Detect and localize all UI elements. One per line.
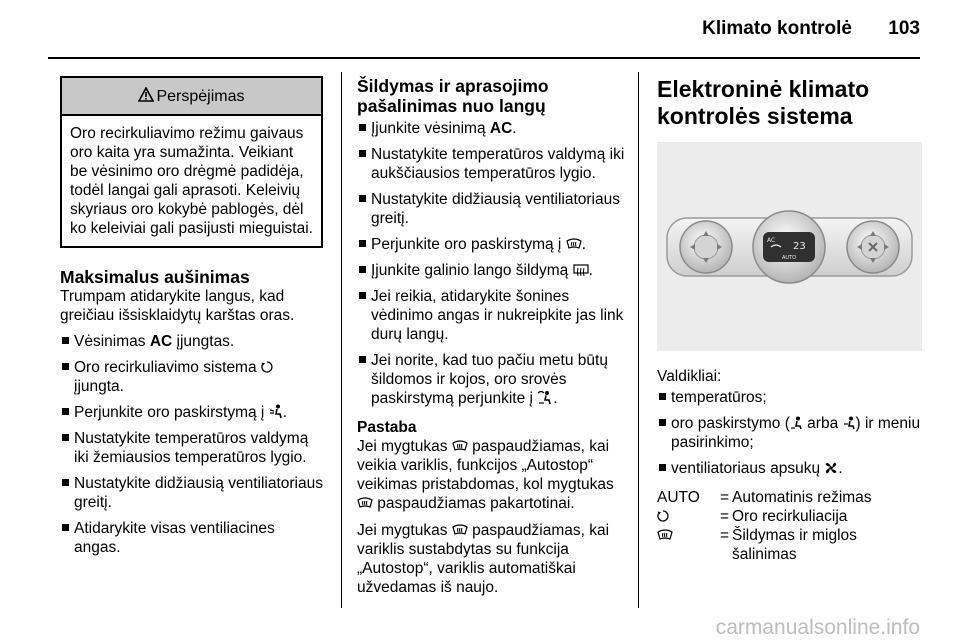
recirculation-icon <box>657 509 669 523</box>
list-item: Nustatykite didžiausią ventiliatoriaus greitį. <box>60 474 325 512</box>
electronic-climate-title: Elektroninė klimato kontrolės sistema <box>657 76 870 129</box>
list-item: Nustatykite temperatūros valdymą iki aukščiausios temperatūros lygio. <box>357 145 627 183</box>
column-divider <box>638 72 639 608</box>
list-item: Jei reikia, atidarykite šonines vėdinimo angas ir nukreipkite jas link durų langų. <box>357 287 627 344</box>
header-rule <box>48 57 920 59</box>
note-paragraph: Jei mygtukas paspaudžiamas, kai veikia variklis, funkcijos „Autostop“ veikimas pristabdomas, kol mygtukas paspaudžiamas pakartotinai. <box>357 438 614 512</box>
climate-panel-illustration <box>657 142 922 351</box>
svg-text:23: 23 <box>793 241 806 252</box>
watermark: carmanualsonline.info <box>715 616 920 639</box>
warning-box <box>60 76 323 248</box>
max-cooling-title: Maksimalus aušinimas <box>60 267 250 287</box>
list-item: Įjunkite galinio lango šildymą . <box>357 261 627 280</box>
column-left <box>60 76 325 557</box>
climate-panel-photo <box>657 142 922 351</box>
list-item: ventiliatoriaus apsukų . <box>657 459 922 478</box>
page-header <box>0 0 960 60</box>
list-item: Perjunkite oro paskirstymą į . <box>357 235 627 254</box>
legend-list <box>657 488 922 564</box>
windscreen-defrost-icon <box>657 528 673 542</box>
air-distribution-windscreen-feet-icon <box>537 390 553 405</box>
column-divider <box>341 72 342 608</box>
air-distribution-knob <box>753 211 825 283</box>
list-item: Nustatykite temperatūros valdymą iki žemiausios temperatūros lygio. <box>60 429 325 467</box>
controls-heading: Valdikliai: <box>657 368 722 385</box>
rear-window-heating-icon <box>573 263 589 277</box>
list-item: oro paskirstymo ( arba ) ir meniu pasirinkimo; <box>657 414 922 452</box>
note-heading: Pastaba <box>357 419 417 436</box>
svg-text:AUTO: AUTO <box>782 255 797 261</box>
fan-icon <box>824 461 838 475</box>
column-middle <box>357 76 627 597</box>
air-distribution-feet-icon <box>790 416 803 430</box>
list-item: Vėsinimas AC įjungtas. <box>60 332 325 351</box>
list-item: Atidarykite visas ventiliacines angas. <box>60 519 325 557</box>
legend-row: = Oro recirkuliacija <box>657 507 922 526</box>
air-distribution-head-icon <box>269 404 283 419</box>
svg-text:AC: AC <box>767 237 776 244</box>
list-item: Oro recirkuliavimo sistema įjungta. <box>60 358 325 396</box>
column-right <box>657 76 922 564</box>
list-item: Nustatykite didžiausią ventiliatoriaus greitį. <box>357 190 627 228</box>
windscreen-defrost-icon <box>452 523 468 537</box>
windscreen-defrost-icon <box>452 439 468 453</box>
section-title: Klimato kontrolė <box>702 18 852 39</box>
fan-speed-knob <box>847 221 899 273</box>
temperature-knob <box>680 221 732 273</box>
windscreen-defrost-icon <box>566 237 582 251</box>
max-cooling-intro: Trumpam atidarykite langus, kad greičiau išsisklaidytų karštas oras. <box>60 288 295 324</box>
warning-body: Oro recirkuliavimo režimu gaivaus oro kaita yra sumažinta. Veikiant be vėsinimo oro drėgmė padidėja, todėl langai gali aprasoti. Keleivių skyriaus oro kokybė pablogės, dėl ko keleiviai gali pasijusti mieguistai. <box>70 125 313 237</box>
list-item: Įjunkite vėsinimą AC. <box>357 119 627 138</box>
warning-heading: Perspėjimas <box>62 78 321 116</box>
windscreen-defrost-icon <box>357 496 373 510</box>
note-paragraph: Jei mygtukas paspaudžiamas, kai variklis sustabdytas su funkcija „Autostop“, variklis automatiškai užvedamas iš naujo. <box>357 522 610 596</box>
page-number: 103 <box>888 18 920 39</box>
legend-row: AUTO = Automatinis režimas <box>657 489 872 506</box>
legend-row: = Šildymas ir miglos šalinimas <box>657 526 922 564</box>
warning-triangle-icon <box>138 87 154 102</box>
list-item: Perjunkite oro paskirstymą į . <box>60 403 325 422</box>
air-distribution-body-icon <box>843 416 856 430</box>
defog-title: Šildymas ir aprasojimo pašalinimas nuo langų <box>357 76 549 116</box>
recirculation-icon <box>261 360 273 374</box>
list-item: temperatūros; <box>657 388 922 407</box>
list-item: Jei norite, kad tuo pačiu metu būtų šildomos ir kojos, oro srovės paskirstymą perjunkite į . <box>357 351 627 408</box>
